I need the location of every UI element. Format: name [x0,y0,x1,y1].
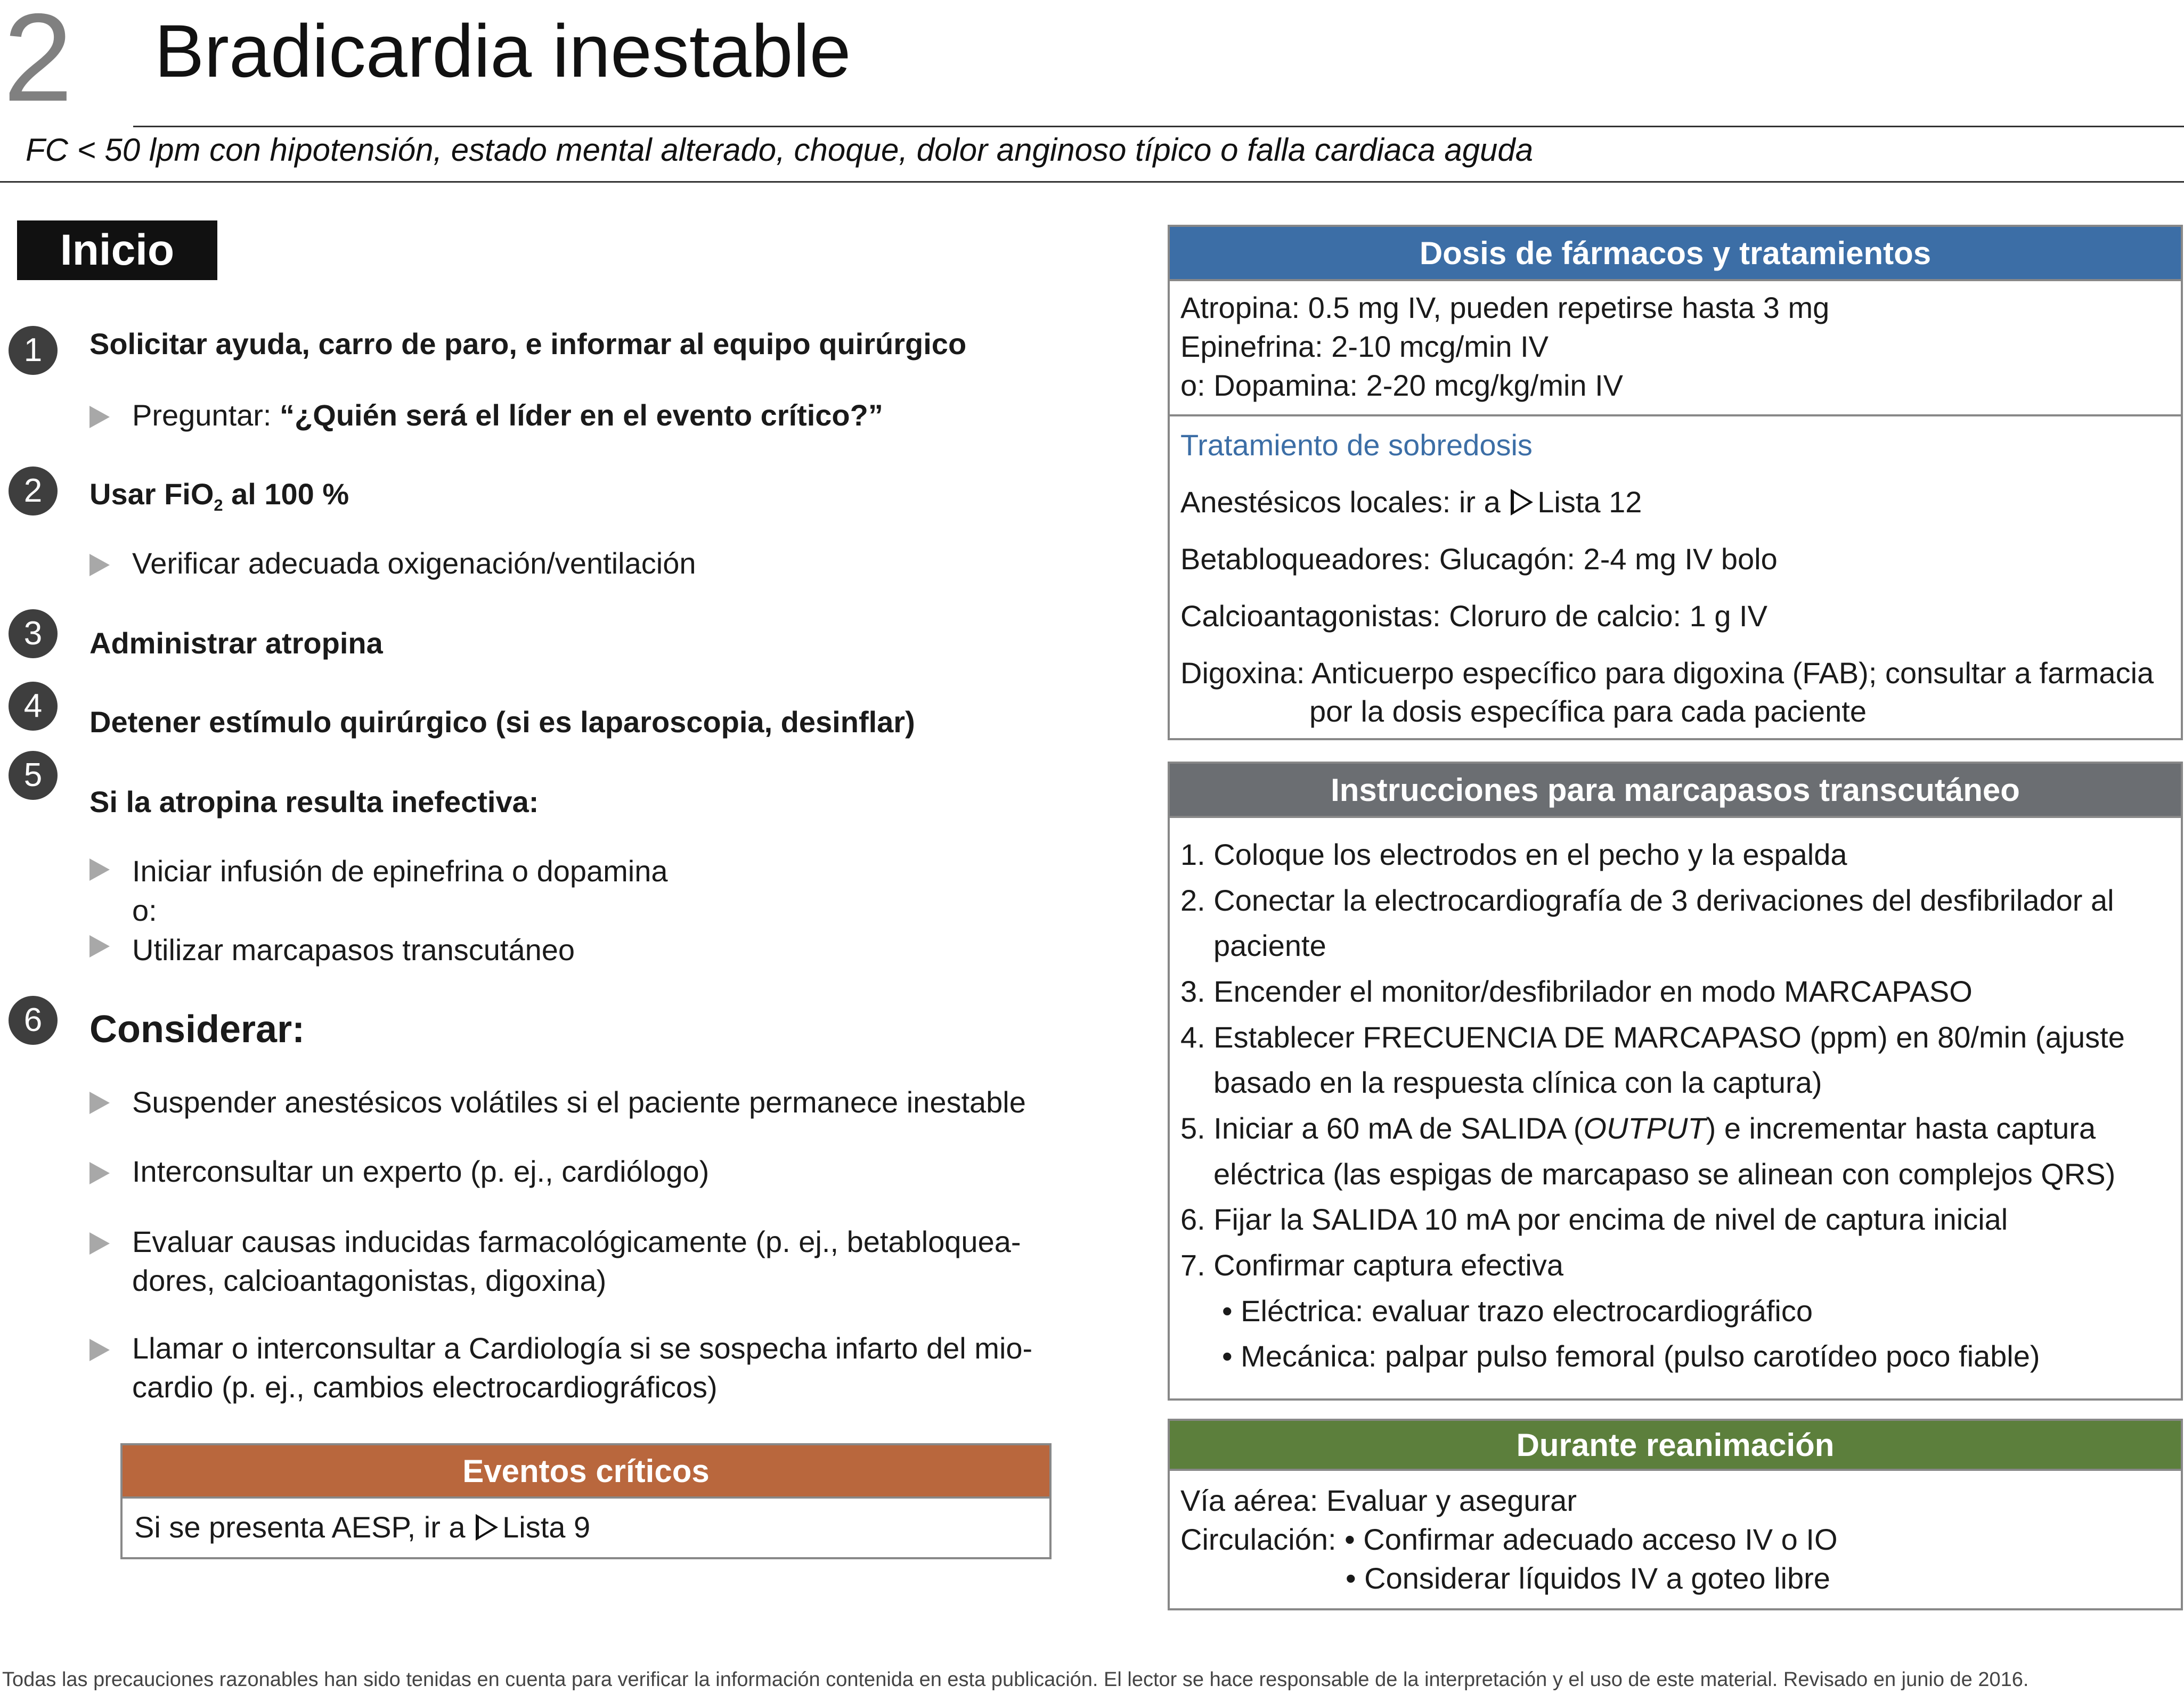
step-6-text: Considerar: [89,1008,305,1051]
step-6-bullet-2: Interconsultar un experto (p. ej., cardiólogo) [132,1155,710,1188]
pacemaker-step-7: 7. Confirmar captura efectiva [1180,1248,1563,1282]
chapter-number: 2 [3,0,73,127]
pacemaker-step-5-pre: 5. Iniciar a 60 mA de SALIDA ( [1180,1111,1584,1145]
pacemaker-step-2-line-1: 2. Conectar la electrocardiografía de 3 derivaciones del desfibrilador al [1180,883,2114,917]
overdose-title: Tratamiento de sobredosis [1180,428,1533,462]
step-3-number: 3 [9,609,58,658]
pacemaker-step-6: 6. Fijar la SALIDA 10 mA por encima de nivel de captura inicial [1180,1202,2008,1237]
footer-disclaimer: Todas las precauciones razonables han sido tenidas en cuenta para verificar la información contenida en esta publicación. El lector se hace responsable de la interpretación y el uso de este material. Revisado en junio de 2016. [2,1668,2029,1691]
resuscitation-header: Durante reanimación [1170,1421,2181,1469]
step-1-bullet-1 [132,396,883,435]
critical-events-link[interactable]: Lista 9 [502,1510,591,1544]
step-1-number: 1 [9,326,58,375]
step-6-bullet-4-line-1: Llamar o interconsultar a Cardiología si se sospecha infarto del mio- [132,1331,1033,1365]
step-5-or: o: [132,894,157,927]
step-4-number: 4 [9,682,58,731]
step-1-text: Solicitar ayuda, carro de paro, e informar al equipo quirúrgico [89,327,967,361]
drug-doses-header: Dosis de fármacos y tratamientos [1170,227,2181,279]
page-title: Bradicardia inestable [154,9,851,93]
resuscitation-circulation-2: • Considerar líquidos IV a goteo libre [1346,1561,1830,1595]
pacemaker-step-1: 1. Coloque los electrodos en el pecho y la espalda [1180,838,1847,871]
overdose-betablockers: Betabloqueadores: Glucagón: 2-4 mg IV bolo [1180,542,1778,576]
go-to-arrow-icon [476,1514,498,1541]
resuscitation-airway: Vía aérea: Evaluar y asegurar [1180,1484,1577,1517]
step-6-bullet-3 [132,1223,1054,1300]
critical-events-text [123,1499,1049,1547]
pacemaker-step-5-post: ) e incrementar hasta captura [1706,1111,2096,1145]
drug-doses-list [1170,281,2181,405]
step-3-text: Administrar atropina [89,626,383,660]
step-6-bullet-2-arrow-icon [89,1162,110,1184]
step-6-bullet-4 [132,1329,1054,1407]
overdose-calcium-antagonists: Calcioantagonistas: Cloruro de calcio: 1 g IV [1180,599,1767,633]
pacemaker-step-7-mechanical: • Mecánica: palpar pulso femoral (pulso carotídeo poco fiable) [1222,1339,2040,1373]
go-to-arrow-icon [1511,489,1533,515]
overdose-local-anesthetics [1180,483,2170,522]
pacemaker-step-3: 3. Encender el monitor/desfibrilador en modo MARCAPASO [1180,975,1973,1009]
page-subtitle: FC < 50 lpm con hipotensión, estado mental alterado, choque, dolor anginoso típico o falla cardiaca aguda [26,132,1534,168]
pacemaker-instructions-list [1170,818,2181,1379]
step-5-bullet-2-arrow-icon [89,935,110,958]
step-2-bullet-arrow-icon [89,554,110,576]
pacemaker-step-4-line-1: 4. Establecer FRECUENCIA DE MARCAPASO (ppm) en 80/min (ajuste [1180,1020,2125,1054]
step-6-bullet-1: Suspender anestésicos volátiles si el paciente permanece inestable [132,1085,1026,1119]
step-2-bullet-1: Verificar adecuada oxigenación/ventilación [132,546,696,580]
drug-doses-box [1168,225,2183,740]
step-6-bullet-3-line-1: Evaluar causas inducidas farmacológicamente (p. ej., betabloquea- [132,1225,1021,1258]
dose-atropina: Atropina: 0.5 mg IV, pueden repetirse hasta 3 mg [1180,291,1830,324]
step-6-number: 6 [9,996,58,1045]
step-6-bullet-3-arrow-icon [89,1232,110,1255]
resuscitation-list [1170,1471,2181,1598]
step-5-bullet-1-arrow-icon [89,858,110,881]
step-6-bullet-1-arrow-icon [89,1092,110,1114]
step-5-text: Si la atropina resulta inefectiva: [89,785,539,819]
pacemaker-step-5-line-2: eléctrica (las espigas de marcapaso se alinean con complejos QRS) [1213,1157,2116,1191]
resuscitation-box [1168,1419,2183,1610]
step-2-text-post: al 100 % [223,477,349,511]
overdose-local-anesthetics-text: Anestésicos locales: ir a [1180,485,1509,519]
step-2-text [89,476,349,515]
header-divider-bottom [0,181,2184,183]
overdose-local-anesthetics-link[interactable]: Lista 12 [1537,485,1642,519]
step-6-bullet-4-arrow-icon [89,1339,110,1361]
overdose-digoxin-line-2: por la dosis específica para cada paciente [1309,694,1867,729]
step-1-bullet-arrow-icon [89,406,110,428]
pacemaker-step-7-electrical: • Eléctrica: evaluar trazo electrocardiográfico [1222,1294,1813,1328]
dose-dopamina: o: Dopamina: 2-20 mcg/kg/min IV [1180,368,1624,402]
pacemaker-step-5-line-1 [1180,1106,2170,1151]
pacemaker-step-4-line-2: basado en la respuesta clínica con la captura) [1213,1066,1822,1100]
critical-events-box [120,1443,1052,1559]
step-2-text-sub: 2 [214,496,223,515]
inicio-label: Inicio [17,220,217,280]
critical-events-label: Si se presenta AESP, ir a [134,1510,474,1544]
step-6-bullet-4-line-2: cardio (p. ej., cambios electrocardiográficos) [132,1370,718,1404]
header-divider-top [133,126,2184,127]
pacemaker-instructions-box [1168,762,2183,1401]
resuscitation-circulation-1: Circulación: • Confirmar adecuado acceso IV o IO [1180,1522,1838,1556]
step-5-number: 5 [9,751,58,800]
overdose-digoxin-line-1: Digoxina: Anticuerpo específico para digoxina (FAB); consultar a farmacia [1180,656,2154,690]
pacemaker-step-5-italic: OUTPUT [1583,1111,1706,1145]
step-1-bullet-question: “¿Quién será el líder en el evento crítico?” [280,398,883,432]
step-5-bullet-2: Utilizar marcapasos transcutáneo [132,933,575,967]
step-6-bullet-3-line-2: dores, calcioantagonistas, digoxina) [132,1263,607,1297]
step-2-number: 2 [9,467,58,515]
step-5-bullet-1: Iniciar infusión de epinefrina o dopamina [132,854,668,888]
critical-events-header: Eventos críticos [123,1445,1049,1496]
pacemaker-step-2-line-2: paciente [1213,929,1326,963]
step-2-text-pre: Usar FiO [89,477,214,511]
pacemaker-instructions-header: Instrucciones para marcapasos transcutáneo [1170,764,2181,816]
overdose-section [1170,416,2181,731]
step-4-text: Detener estímulo quirúrgico (si es laparoscopia, desinflar) [89,705,915,739]
dose-epinefrina: Epinefrina: 2-10 mcg/min IV [1180,329,1549,363]
step-1-bullet-prefix: Preguntar: [132,398,280,432]
